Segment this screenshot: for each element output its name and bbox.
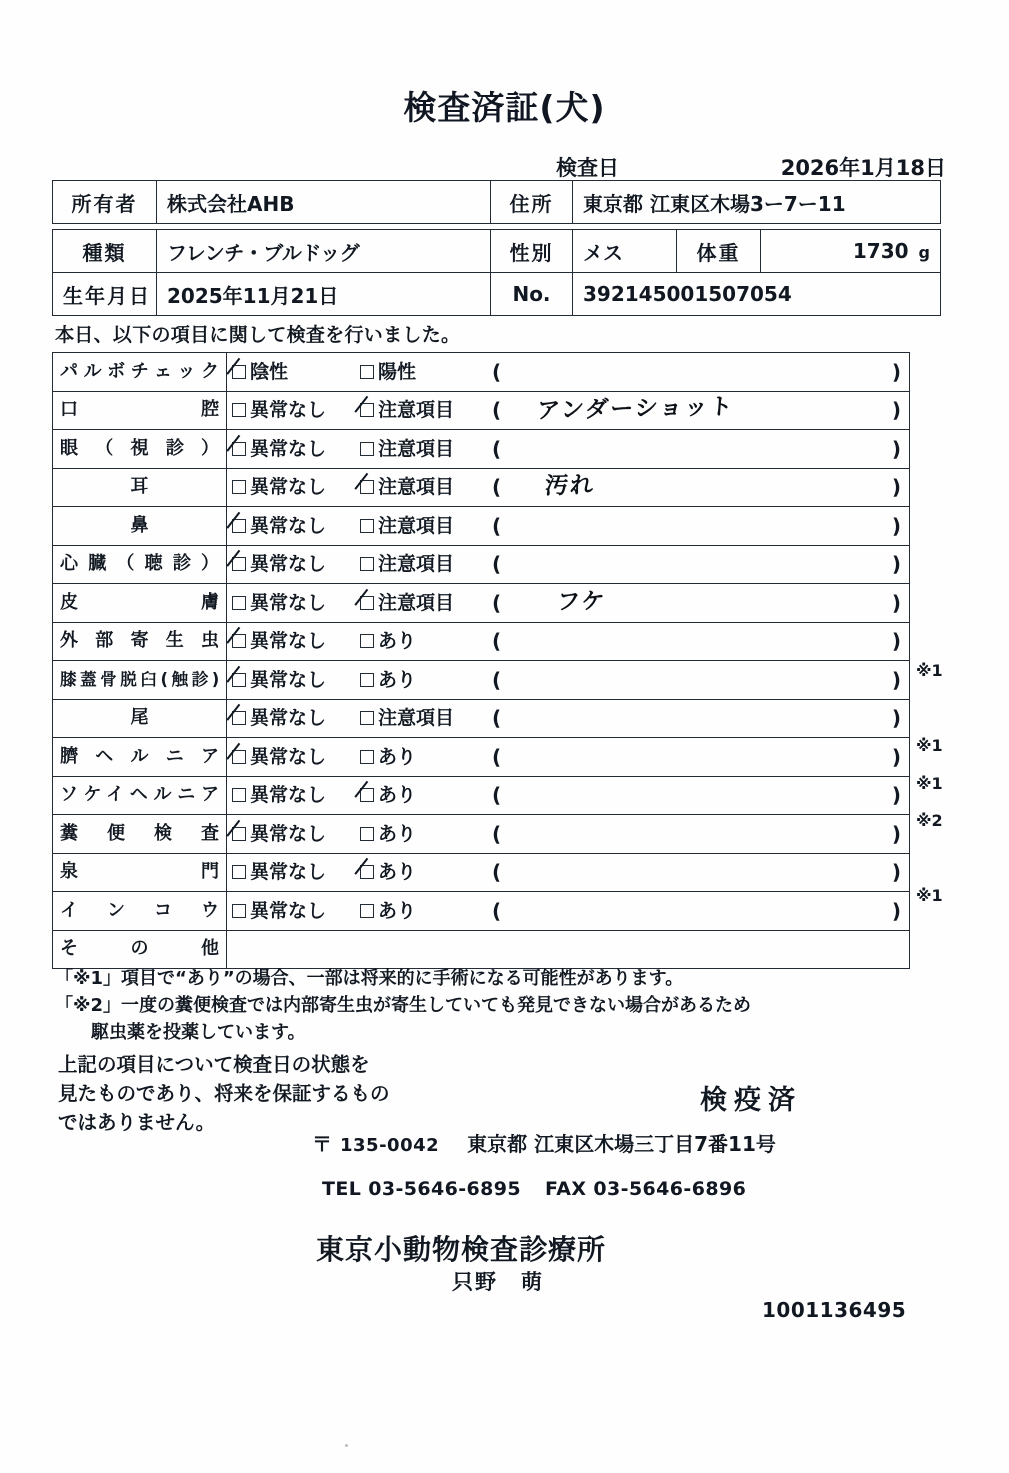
exam-option-a[interactable] <box>232 816 326 852</box>
exam-item-label: 膝蓋骨脱臼(触診) <box>53 661 227 700</box>
exam-option-b[interactable] <box>360 431 454 467</box>
footnote-mark: ※2 <box>916 811 943 830</box>
breed-value: フレンチ・ブルドッグ <box>157 230 491 273</box>
note-paren-close: ) <box>891 513 901 538</box>
exam-option-a[interactable] <box>232 354 288 390</box>
exam-option-label: あり <box>378 822 417 845</box>
exam-item-label: 口 腔 <box>53 391 227 430</box>
disclaimer-block <box>58 1050 458 1137</box>
table-row <box>53 699 910 738</box>
clinic-contact-line <box>322 1178 746 1200</box>
doctor-name: 只野 萌 <box>452 1270 544 1294</box>
clinic-zip-code: 135-0042 <box>340 1135 440 1156</box>
footnote-mark-empty <box>916 540 986 578</box>
exam-option-label: 異常なし <box>250 591 327 614</box>
birth-value: 2025年11月21日 <box>157 273 491 316</box>
checkbox-empty-icon[interactable] <box>232 788 246 802</box>
exam-option-label: あり <box>378 784 417 807</box>
exam-option-label: あり <box>378 861 417 884</box>
exam-option-label: 異常なし <box>250 668 327 691</box>
exam-item-options <box>227 892 910 931</box>
exam-option-label: 異常なし <box>250 899 327 922</box>
note-paren-open: ( <box>492 552 502 577</box>
exam-option-label: 異常なし <box>250 514 327 537</box>
checkbox-checked-icon[interactable] <box>360 403 374 417</box>
exam-option-label: 異常なし <box>250 745 327 768</box>
note-paren-close: ) <box>891 475 901 500</box>
note-paren-close: ) <box>891 860 901 885</box>
exam-item-label: 耳 <box>53 468 227 507</box>
exam-item-options <box>227 738 910 777</box>
exam-item-options <box>227 930 910 969</box>
exam-option-label: 異常なし <box>250 553 327 576</box>
footnote-mark-empty <box>916 840 986 878</box>
quarantine-stamp: 検疫済 <box>700 1085 802 1116</box>
exam-item-options <box>227 661 910 700</box>
weight-label: 体重 <box>677 230 761 273</box>
note-paren-close: ) <box>891 629 901 654</box>
note-paren-open: ( <box>492 821 502 846</box>
exam-option-label: 異常なし <box>250 707 327 730</box>
note-paren-open: ( <box>492 398 502 423</box>
exam-option-b[interactable] <box>360 777 416 813</box>
owner-label: 所有者 <box>53 181 157 224</box>
microchip-no-value: 392145001507054 <box>573 273 941 316</box>
exam-option-label: あり <box>378 899 417 922</box>
checkbox-empty-icon[interactable] <box>360 557 374 571</box>
microchip-no-label: No. <box>491 273 573 316</box>
intro-sentence: 本日、以下の項目に関して検査を行いました。 <box>55 324 461 346</box>
owner-value: 株式会社AHB <box>157 181 491 224</box>
footnote-mark: ※1 <box>916 886 943 905</box>
exam-option-a[interactable] <box>232 739 326 775</box>
exam-item-label: 臍ヘルニア <box>53 738 227 777</box>
exam-item-label: 眼（視診） <box>53 430 227 469</box>
checkbox-checked-icon[interactable] <box>232 827 246 841</box>
exam-option-b[interactable] <box>360 816 416 852</box>
exam-item-options <box>227 430 910 469</box>
exam-option-label: 陽性 <box>378 360 417 383</box>
exam-option-label: 注意項目 <box>378 514 455 537</box>
footnote-mark-empty <box>916 502 986 540</box>
exam-option-b[interactable] <box>360 893 416 929</box>
inspection-date-row <box>556 152 946 180</box>
address-label: 住所 <box>491 181 573 224</box>
handwritten-note: アンダーショット <box>535 394 736 425</box>
note-paren-close: ) <box>891 436 901 461</box>
exam-option-label: 注意項目 <box>378 553 455 576</box>
weight-unit: g <box>918 243 930 262</box>
checkbox-checked-icon[interactable] <box>360 480 374 494</box>
exam-option-label: 注意項目 <box>378 476 455 499</box>
exam-item-label: 外部寄生虫 <box>53 622 227 661</box>
disclaimer-line-1: 上記の項目について検査日の状態を <box>58 1053 370 1076</box>
exam-item-options <box>227 776 910 815</box>
footnote-mark-empty <box>916 577 986 615</box>
exam-option-a[interactable] <box>232 546 326 582</box>
exam-option-a[interactable] <box>232 469 326 505</box>
note-paren-open: ( <box>492 359 502 384</box>
table-row <box>53 353 910 392</box>
checkbox-empty-icon[interactable] <box>360 711 374 725</box>
exam-option-b[interactable] <box>360 585 454 621</box>
clinic-name: 東京小動物検査診療所 <box>316 1233 607 1266</box>
checkbox-empty-icon[interactable] <box>360 365 374 379</box>
footnote-marks-column <box>916 352 986 952</box>
exam-option-a[interactable] <box>232 662 326 698</box>
note-paren-close: ) <box>891 359 901 384</box>
exam-item-options <box>227 584 910 623</box>
exam-option-b[interactable] <box>360 700 454 736</box>
exam-item-options <box>227 853 910 892</box>
checkbox-checked-icon[interactable] <box>232 711 246 725</box>
table-row <box>53 391 910 430</box>
checkbox-checked-icon[interactable] <box>232 365 246 379</box>
footnote-mark-empty <box>916 352 986 390</box>
exam-option-a[interactable] <box>232 777 326 813</box>
note-paren-close: ) <box>891 590 901 615</box>
note-paren-close: ) <box>891 398 901 423</box>
checkbox-empty-icon[interactable] <box>360 904 374 918</box>
sex-value: メス <box>573 230 677 273</box>
exam-option-b[interactable] <box>360 392 454 428</box>
exam-option-label: 異常なし <box>250 630 327 653</box>
table-row <box>53 815 910 854</box>
exam-option-label: あり <box>378 668 417 691</box>
checkbox-empty-icon[interactable] <box>360 519 374 533</box>
exam-item-label: 鼻 <box>53 507 227 546</box>
exam-option-label: 異常なし <box>250 399 327 422</box>
checkbox-checked-icon[interactable] <box>232 634 246 648</box>
inspection-date-value: 2026年1月18日 <box>780 156 946 180</box>
clinic-fax: FAX 03-5646-6896 <box>545 1178 747 1200</box>
exam-option-a[interactable] <box>232 392 326 428</box>
exam-item-label: ソケイヘルニア <box>53 776 227 815</box>
footnote-mark: ※1 <box>916 736 943 755</box>
exam-item-options <box>227 815 910 854</box>
reference-number: 1001136495 <box>762 1298 907 1322</box>
table-row-birth <box>53 273 941 316</box>
table-row <box>53 892 910 931</box>
exam-item-label: 尾 <box>53 699 227 738</box>
exam-option-label: 注意項目 <box>378 399 455 422</box>
checkbox-empty-icon[interactable] <box>232 904 246 918</box>
checkbox-checked-icon[interactable] <box>360 865 374 879</box>
checkbox-empty-icon[interactable] <box>232 403 246 417</box>
exam-option-label: 陰性 <box>250 360 289 383</box>
note-paren-close: ) <box>891 898 901 923</box>
footnote-mark-empty <box>916 615 986 653</box>
exam-item-label: そ の 他 <box>53 930 227 969</box>
owner-info-table <box>52 180 941 224</box>
note-paren-open: ( <box>492 783 502 808</box>
footnote-2-line-2: 駆虫薬を投薬しています。 <box>91 1022 306 1043</box>
exam-item-options <box>227 545 910 584</box>
note-paren-open: ( <box>492 629 502 654</box>
table-row <box>53 430 910 469</box>
page-speck <box>345 1444 348 1447</box>
animal-info-table <box>52 229 941 316</box>
note-paren-open: ( <box>492 667 502 692</box>
checkbox-empty-icon[interactable] <box>232 865 246 879</box>
checkbox-checked-icon[interactable] <box>232 519 246 533</box>
exam-item-options <box>227 507 910 546</box>
footnote-mark-empty <box>916 915 986 953</box>
table-row <box>53 468 910 507</box>
footnote-mark-empty <box>916 390 986 428</box>
checkbox-empty-icon[interactable] <box>360 750 374 764</box>
footnote-1: 「※1」項目で“あり”の場合、一部は将来的に手術になる可能性があります。 <box>55 968 684 989</box>
clinic-address-line <box>312 1128 776 1157</box>
checkbox-checked-icon[interactable] <box>232 750 246 764</box>
exam-option-b[interactable] <box>360 623 416 659</box>
exam-option-b[interactable] <box>360 354 416 390</box>
exam-option-a[interactable] <box>232 431 326 467</box>
note-paren-close: ) <box>891 821 901 846</box>
exam-option-label: 注意項目 <box>378 707 455 730</box>
exam-item-label: インコウ <box>53 892 227 931</box>
note-paren-close: ) <box>891 783 901 808</box>
checkbox-empty-icon[interactable] <box>360 442 374 456</box>
exam-option-label: あり <box>378 630 417 653</box>
weight-value: 1730 <box>852 239 909 263</box>
table-row <box>53 584 910 623</box>
note-paren-close: ) <box>891 667 901 692</box>
examination-table <box>52 352 910 969</box>
footnotes-block <box>55 965 955 1046</box>
table-row <box>53 545 910 584</box>
exam-option-b[interactable] <box>360 546 454 582</box>
footnote-mark: ※1 <box>916 661 943 680</box>
exam-item-options <box>227 622 910 661</box>
exam-option-b[interactable] <box>360 854 416 890</box>
table-row <box>53 776 910 815</box>
table-row-owner <box>53 181 941 224</box>
table-row <box>53 853 910 892</box>
note-paren-close: ) <box>891 744 901 769</box>
checkbox-empty-icon[interactable] <box>360 634 374 648</box>
inspection-date-label: 検査日 <box>556 156 619 180</box>
birth-label: 生年月日 <box>53 273 157 316</box>
note-paren-close: ) <box>891 552 901 577</box>
disclaimer-line-2: 見たものであり、将来を保証するもの <box>58 1082 390 1105</box>
checkbox-empty-icon[interactable] <box>360 673 374 687</box>
footnote-mark-empty <box>916 465 986 503</box>
note-paren-open: ( <box>492 475 502 500</box>
exam-option-label: 異常なし <box>250 784 327 807</box>
exam-item-label: 泉 門 <box>53 853 227 892</box>
table-row <box>53 622 910 661</box>
exam-option-b[interactable] <box>360 508 454 544</box>
exam-option-a[interactable] <box>232 508 326 544</box>
exam-option-label: 異常なし <box>250 476 327 499</box>
exam-item-options <box>227 699 910 738</box>
exam-option-b[interactable] <box>360 662 416 698</box>
handwritten-note: フケ <box>556 588 608 616</box>
exam-option-a[interactable] <box>232 585 326 621</box>
checkbox-checked-icon[interactable] <box>232 673 246 687</box>
table-row <box>53 661 910 700</box>
exam-option-label: 注意項目 <box>378 437 455 460</box>
exam-option-label: 異常なし <box>250 822 327 845</box>
exam-option-a[interactable] <box>232 854 326 890</box>
table-row-breed <box>53 230 941 273</box>
exam-option-label: 注意項目 <box>378 591 455 614</box>
exam-option-label: あり <box>378 745 417 768</box>
exam-option-b[interactable] <box>360 739 416 775</box>
weight-value-cell <box>761 230 941 273</box>
exam-item-label: 糞便検査 <box>53 815 227 854</box>
checkbox-checked-icon[interactable] <box>360 596 374 610</box>
table-row <box>53 930 910 969</box>
exam-item-label: 皮 膚 <box>53 584 227 623</box>
disclaimer-line-3: ではありません。 <box>58 1111 216 1134</box>
clinic-address: 東京都 江東区木場三丁目7番11号 <box>467 1132 776 1156</box>
note-paren-open: ( <box>492 513 502 538</box>
breed-label: 種類 <box>53 230 157 273</box>
exam-item-options <box>227 391 910 430</box>
address-value: 東京都 江東区木場3ー7ー11 <box>573 181 941 224</box>
clinic-tel: TEL 03-5646-6895 <box>322 1178 522 1200</box>
exam-item-options <box>227 468 910 507</box>
exam-option-a[interactable] <box>232 893 326 929</box>
checkbox-checked-icon[interactable] <box>232 442 246 456</box>
note-paren-open: ( <box>492 898 502 923</box>
handwritten-note: 汚れ <box>544 472 596 500</box>
exam-item-label: パルボチェック <box>53 353 227 392</box>
table-row <box>53 738 910 777</box>
checkbox-checked-icon[interactable] <box>360 788 374 802</box>
exam-option-label: 異常なし <box>250 861 327 884</box>
footnote-mark-empty <box>916 690 986 728</box>
note-paren-close: ) <box>891 706 901 731</box>
exam-option-b[interactable] <box>360 469 454 505</box>
checkbox-checked-icon[interactable] <box>232 557 246 571</box>
sex-label: 性別 <box>491 230 573 273</box>
exam-item-label: 心臓（聴診） <box>53 545 227 584</box>
exam-option-a[interactable] <box>232 700 326 736</box>
checkbox-empty-icon[interactable] <box>232 480 246 494</box>
note-paren-open: ( <box>492 860 502 885</box>
exam-option-a[interactable] <box>232 623 326 659</box>
note-paren-open: ( <box>492 436 502 461</box>
footnote-2-line-1: 「※2」一度の糞便検査では内部寄生虫が寄生していても発見できない場合があるため <box>55 995 752 1016</box>
exam-option-label: 異常なし <box>250 437 327 460</box>
note-paren-open: ( <box>492 744 502 769</box>
note-paren-open: ( <box>492 590 502 615</box>
postal-mark-icon: 〒 <box>312 1132 332 1156</box>
footnote-mark: ※1 <box>916 773 943 793</box>
footnote-mark-empty <box>916 427 986 465</box>
exam-item-options <box>227 353 910 392</box>
note-paren-open: ( <box>492 706 502 731</box>
page-title: 検査済証(犬) <box>403 88 606 127</box>
checkbox-empty-icon[interactable] <box>360 827 374 841</box>
table-row <box>53 507 910 546</box>
checkbox-empty-icon[interactable] <box>232 596 246 610</box>
